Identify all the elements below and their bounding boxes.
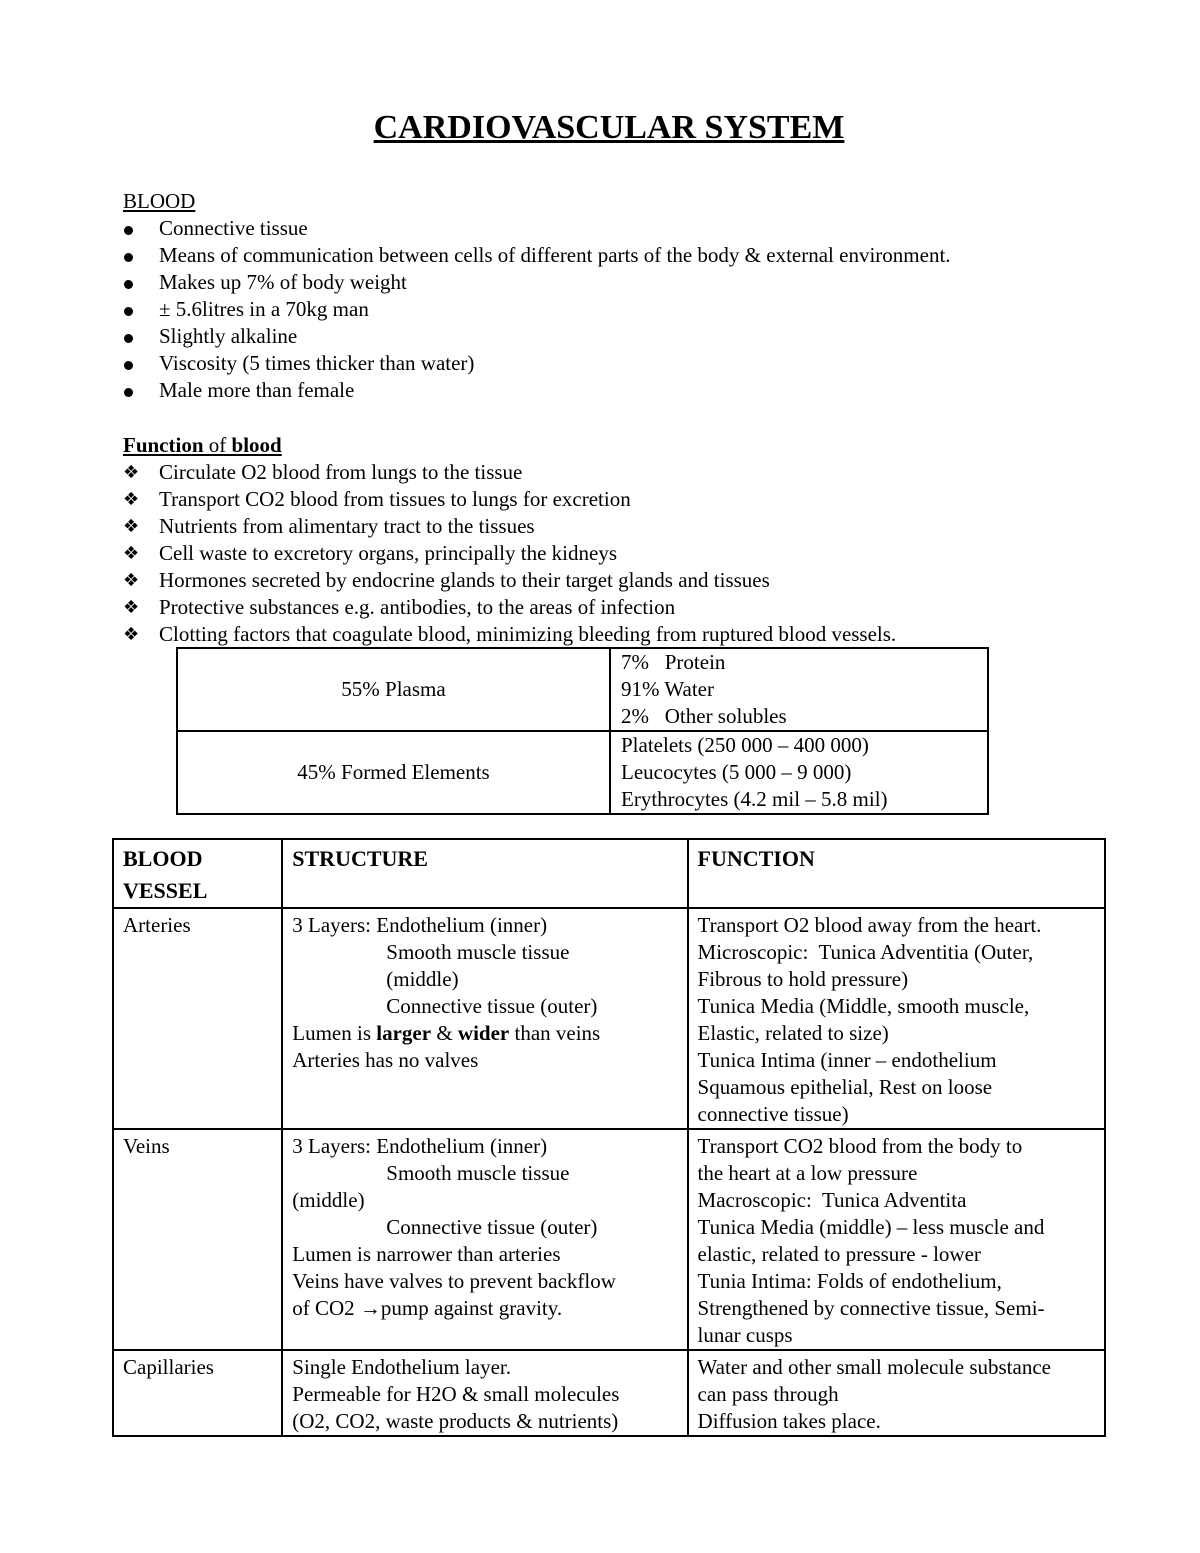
capillaries-function: Water and other small molecule substance can pass through Diffusion takes place. [688,1350,1105,1436]
bullet-icon [123,350,143,377]
table-row-capillaries [113,1350,1105,1436]
diamond-bullet-icon: ❖ [123,570,140,591]
blood-vessel-table [112,838,1106,1437]
function-list [123,459,1123,648]
bullet-icon [123,269,143,296]
table-row-arteries [113,908,1105,1129]
blood-composition-table [176,647,989,815]
bullet-icon [123,296,143,323]
capillaries-name: Capillaries [113,1350,282,1436]
formed-elements-label: 45% Formed Elements [177,731,610,814]
diamond-bullet-icon: ❖ [123,489,140,510]
bullet-icon [123,323,143,350]
table-row-veins [113,1129,1105,1350]
list-item: ❖ Circulate O2 blood from lungs to the tissue [123,460,523,484]
bullet-icon [123,215,143,242]
blood-list [123,215,1123,404]
table-row [177,731,988,814]
list-item: Viscosity (5 times thicker than water) [123,350,1123,377]
list-item: Slightly alkaline [123,323,1123,350]
header-blood-vessel: BLOOD VESSEL [113,839,282,908]
capillaries-structure: Single Endothelium layer. Permeable for H2O & small molecules (O2, CO2, waste products & nutrients) [282,1350,687,1436]
diamond-bullet-icon: ❖ [123,597,140,618]
diamond-bullet-icon: ❖ [123,624,140,645]
list-item: ❖ Transport CO2 blood from tissues to lungs for excretion [123,487,631,511]
arteries-name: Arteries [113,908,282,1129]
blood-heading: BLOOD [123,189,196,213]
list-item: ❖ Clotting factors that coagulate blood, minimizing bleeding from ruptured blood vessels. [123,622,897,646]
list-item: ❖ Cell waste to excretory organs, principally the kidneys [123,541,617,565]
list-item: ❖ Nutrients from alimentary tract to the tissues [123,514,535,538]
bullet-icon [123,377,143,404]
veins-name: Veins [113,1129,282,1350]
bullet-icon [123,242,143,269]
page-title: CARDIOVASCULAR SYSTEM [373,109,845,146]
diamond-bullet-icon: ❖ [123,462,140,483]
arteries-structure: 3 Layers: Endothelium (inner) Smooth muscle tissue (middle) Connective tissue (outer) Lumen is larger & wider than veins Arteries has no valves [282,908,687,1129]
list-item: Male more than female [123,377,1123,404]
veins-function: Transport CO2 blood from the body to the heart at a low pressure Macroscopic: Tunica Adventita Tunica Media (middle) – less muscle and elastic, related to pressure - lower Tunia Intima: Folds of endothelium, Strengthened by connective tissue, Semi- lunar cusps [688,1129,1105,1350]
header-function: FUNCTION [688,839,1105,908]
plasma-label: 55% Plasma [177,648,610,731]
header-structure: STRUCTURE [282,839,687,908]
diamond-bullet-icon: ❖ [123,516,140,537]
diamond-bullet-icon: ❖ [123,543,140,564]
table-header-row [113,839,1105,908]
list-item: Makes up 7% of body weight [123,269,1123,296]
list-item: Connective tissue [123,215,1123,242]
list-item: Means of communication between cells of different parts of the body & external environment. [123,242,1123,269]
veins-structure: 3 Layers: Endothelium (inner) Smooth muscle tissue (middle) Connective tissue (outer) Lumen is narrower than arteries Veins have valves to prevent backflow of CO2 →pump against gravity. [282,1129,687,1350]
table-row [177,648,988,731]
formed-elements-components: Platelets (250 000 – 400 000) Leucocytes (5 000 – 9 000) Erythrocytes (4.2 mil – 5.8 mil) [610,731,988,814]
arteries-function: Transport O2 blood away from the heart. Microscopic: Tunica Adventitia (Outer, Fibrous to hold pressure) Tunica Media (Middle, smooth muscle, Elastic, related to size) Tunica Intima (inner – endothelium Squamous epithelial, Rest on loose connective tissue) [688,908,1105,1129]
function-heading: Function of blood [123,433,282,457]
list-item: ± 5.6litres in a 70kg man [123,296,1123,323]
list-item: ❖ Protective substances e.g. antibodies, to the areas of infection [123,595,676,619]
list-item: ❖ Hormones secreted by endocrine glands to their target glands and tissues [123,568,770,592]
plasma-components: 7% Protein 91% Water 2% Other solubles [610,648,988,731]
